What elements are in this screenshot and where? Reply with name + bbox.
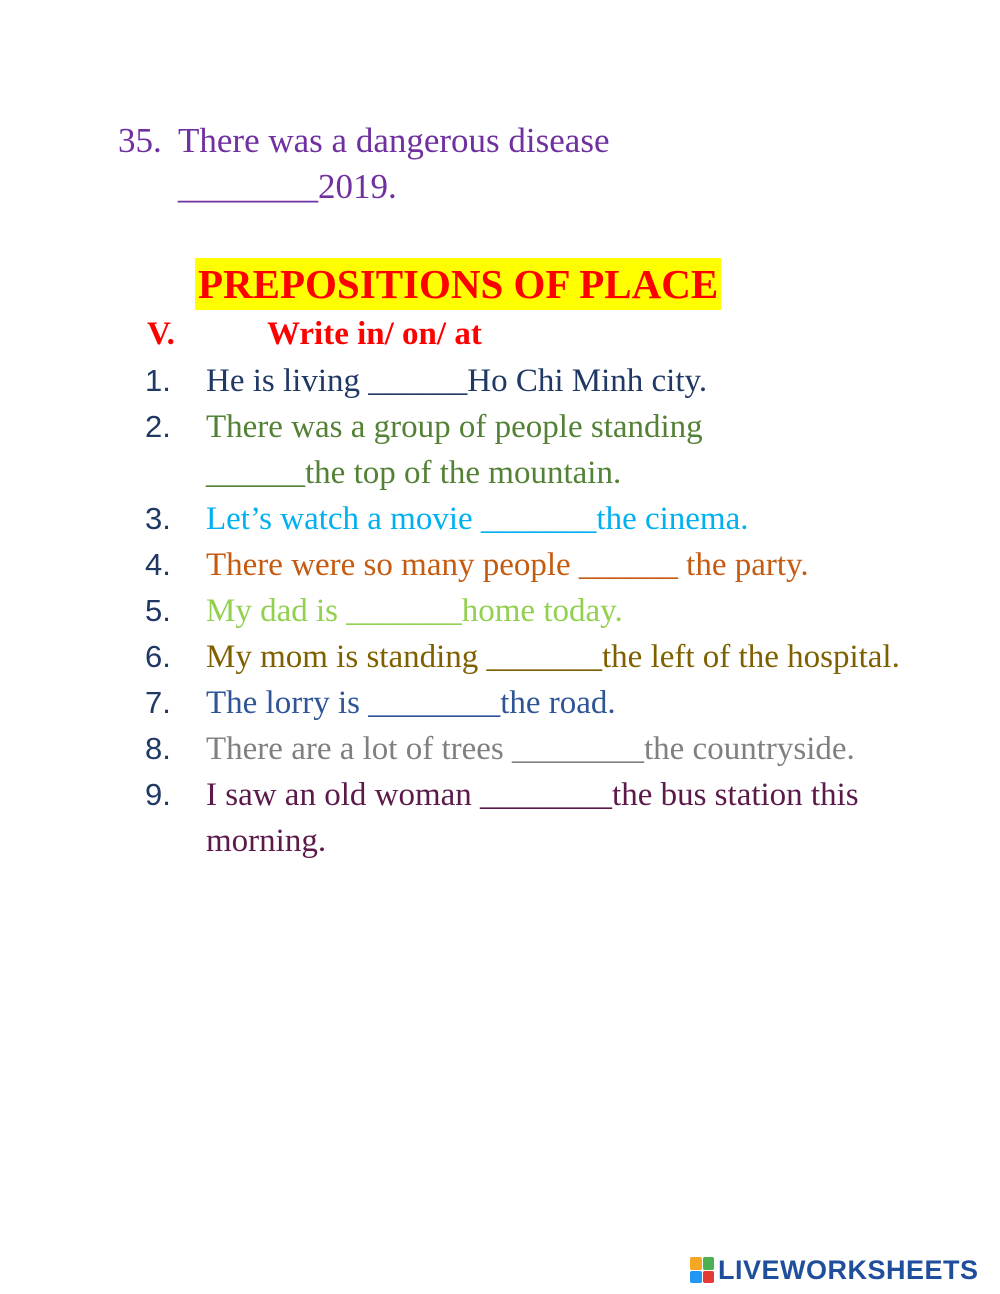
list-item <box>145 496 826 542</box>
item-text: He is living ______Ho Chi Minh city. <box>206 363 708 399</box>
list-item <box>145 358 925 404</box>
liveworksheets-logo-text: LIVEWORKSHEETS <box>718 1254 979 1285</box>
list-item <box>145 772 926 864</box>
item-number: 5. <box>145 593 171 628</box>
item-text: My dad is _______home today. <box>206 593 623 629</box>
list-item <box>145 542 906 588</box>
item-number: 2. <box>145 409 171 444</box>
section-heading: PREPOSITIONS OF PLACE <box>195 258 721 310</box>
item-number: 8. <box>145 731 171 766</box>
item-text: My mom is standing _______the left of the hospital. <box>206 639 900 675</box>
item-text: There were so many people ______ the party. <box>206 547 809 583</box>
item-number: 4. <box>145 547 171 582</box>
item-number: 6. <box>145 639 171 674</box>
question-35-number: 35. <box>118 121 162 160</box>
list-item <box>145 404 806 496</box>
list-item <box>145 680 925 726</box>
question-35-line2: ________2019. <box>178 167 397 206</box>
item-text: There are a lot of trees ________the countryside. <box>206 731 855 767</box>
list-item <box>145 588 925 634</box>
item-number: 1. <box>145 363 171 398</box>
item-text: There was a group of people standing ______the top of the mountain. <box>206 409 703 491</box>
liveworksheets-logo-icon <box>690 1257 714 1283</box>
item-text: Let’s watch a movie _______the cinema. <box>206 501 749 537</box>
exercise-list <box>145 358 925 864</box>
item-text: I saw an old woman ________the bus station this morning. <box>206 777 859 859</box>
list-item <box>145 634 951 680</box>
item-number: 3. <box>145 501 171 536</box>
list-item <box>145 726 906 772</box>
exercise-instruction: Write in/ on/ at <box>267 316 482 352</box>
item-number: 7. <box>145 685 171 720</box>
exercise-number: V. <box>147 316 175 352</box>
question-35-line1: There was a dangerous disease <box>178 121 610 160</box>
item-text: The lorry is ________the road. <box>206 685 616 721</box>
liveworksheets-logo <box>690 1253 979 1287</box>
item-number: 9. <box>145 777 171 812</box>
